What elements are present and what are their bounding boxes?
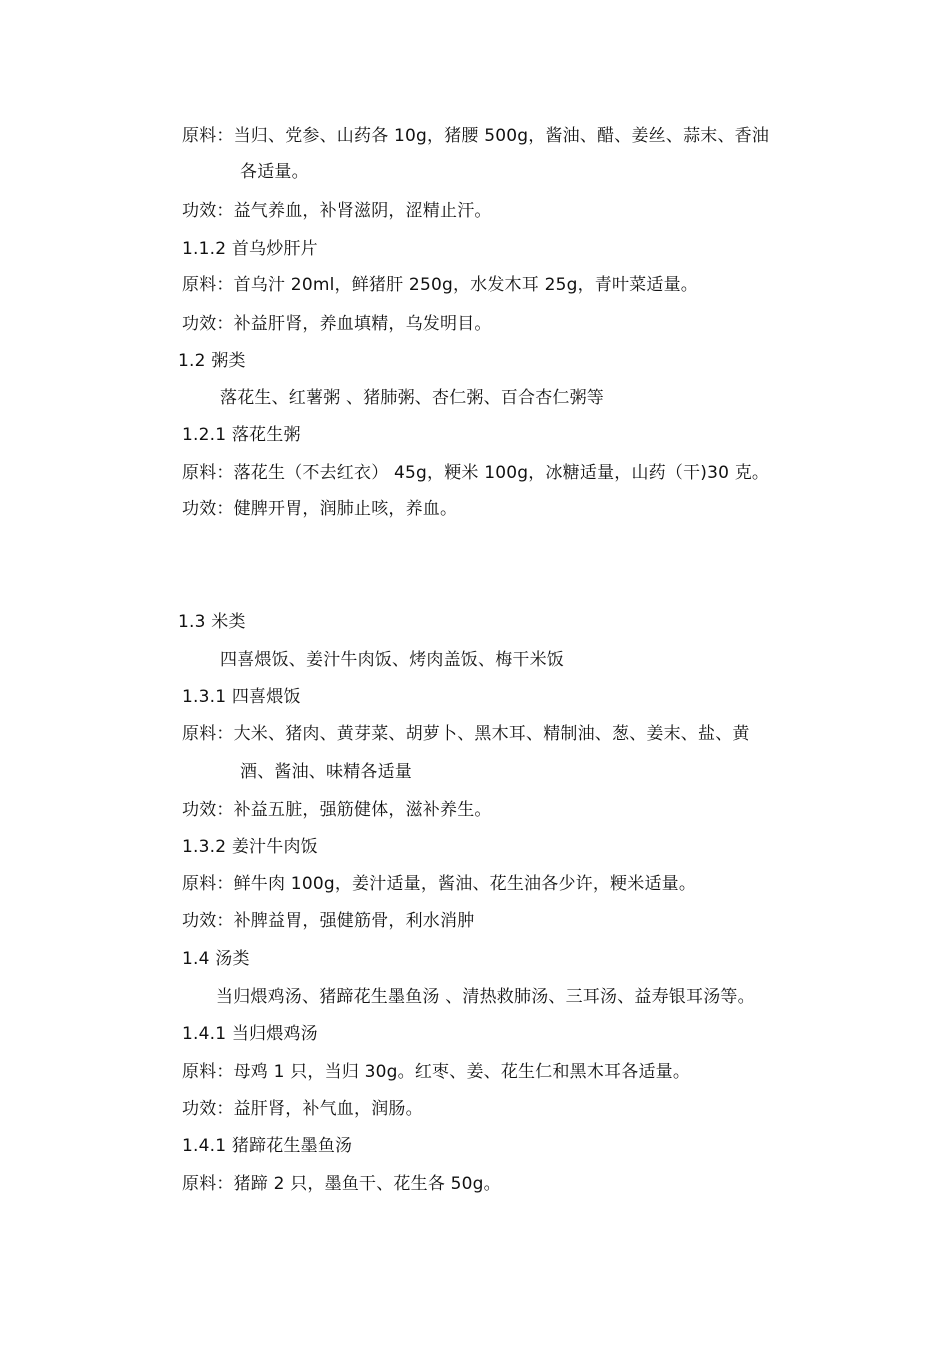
- ingredients-line: 原料：母鸡 1 只，当归 30g。红枣、姜、花生仁和黑木耳各适量。: [182, 1062, 691, 1082]
- section-heading: 1.2.1 落花生粥: [182, 425, 301, 445]
- ingredients-line: 原料：猪蹄 2 只，墨鱼干、花生各 50g。: [182, 1174, 501, 1194]
- section-heading: 1.3.1 四喜煨饭: [182, 687, 301, 707]
- effect-line: 功效：补益肝肾，养血填精，乌发明目。: [182, 314, 492, 334]
- ingredients-line: 原料：大米、猪肉、黄芽菜、胡萝卜、黑木耳、精制油、葱、姜末、盐、黄: [182, 724, 750, 744]
- effect-line: 功效：补脾益胃，强健筋骨，利水消肿: [182, 911, 475, 931]
- section-heading: 1.4.1 当归煨鸡汤: [182, 1024, 318, 1044]
- effect-line: 功效：益肝肾，补气血，润肠。: [182, 1099, 423, 1119]
- section-heading: 1.3 米类: [178, 612, 246, 632]
- ingredients-line: 原料：鲜牛肉 100g，姜汁适量，酱油、花生油各少许，粳米适量。: [182, 874, 697, 894]
- section-heading: 1.4 汤类: [182, 949, 250, 969]
- section-heading: 1.3.2 姜汁牛肉饭: [182, 837, 318, 857]
- category-items: 四喜煨饭、姜汁牛肉饭、烤肉盖饭、梅干米饭: [220, 650, 564, 670]
- ingredients-line: 原料：首乌汁 20ml，鲜猪肝 250g，水发木耳 25g，青叶菜适量。: [182, 275, 698, 295]
- category-items: 落花生、红薯粥 、猪肺粥、杏仁粥、百合杏仁粥等: [220, 388, 605, 408]
- ingredients-continuation: 酒、酱油、味精各适量: [240, 762, 412, 782]
- category-items: 当归煨鸡汤、猪蹄花生墨鱼汤 、清热救肺汤、三耳汤、益寿银耳汤等。: [216, 987, 755, 1007]
- ingredients-continuation: 各适量。: [240, 162, 309, 182]
- section-heading: 1.4.1 猪蹄花生墨鱼汤: [182, 1136, 353, 1156]
- ingredients-line: 原料：当归、党参、山药各 10g，猪腰 500g，酱油、醋、姜丝、蒜末、香油: [182, 126, 770, 146]
- section-heading: 1.2 粥类: [178, 351, 246, 371]
- effect-line: 功效：益气养血，补肾滋阴，涩精止汗。: [182, 201, 492, 221]
- ingredients-line: 原料：落花生（不去红衣） 45g，粳米 100g，冰糖适量，山药（干)30 克。: [182, 463, 770, 483]
- effect-line: 功效：健脾开胃，润肺止咳，养血。: [182, 499, 458, 519]
- section-heading: 1.1.2 首乌炒肝片: [182, 239, 318, 259]
- effect-line: 功效：补益五脏，强筋健体，滋补养生。: [182, 800, 492, 820]
